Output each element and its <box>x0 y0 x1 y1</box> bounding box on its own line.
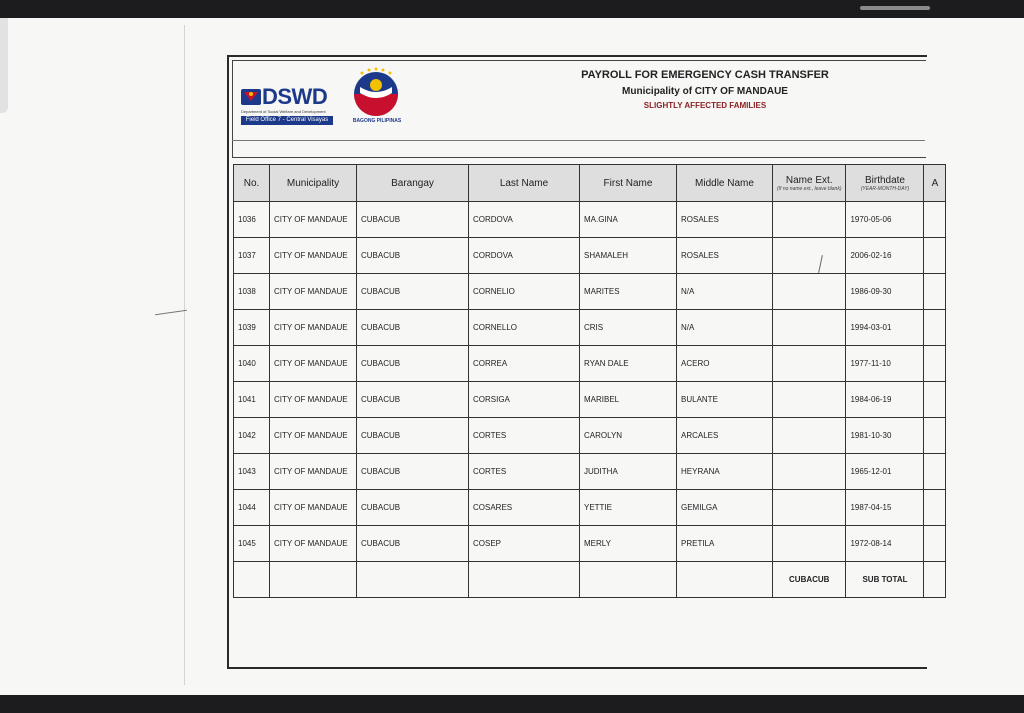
col-header-birthdate <box>846 165 924 202</box>
top-status-bar <box>0 0 1024 18</box>
cell-last-name: CORDOVA <box>469 202 580 238</box>
name-ext-label: Name Ext. <box>785 174 833 186</box>
table-row <box>234 310 946 346</box>
cell-no: 1044 <box>234 490 270 526</box>
table-row <box>234 382 946 418</box>
col-header-last-name: Last Name <box>469 165 580 202</box>
subtotal-empty-cell <box>580 562 677 598</box>
cell-municipality: CITY OF MANDAUE <box>270 526 357 562</box>
col-header-partial: A <box>924 165 946 202</box>
subtotal-empty-cell <box>357 562 469 598</box>
cell-partial <box>924 490 946 526</box>
cell-last-name: CORSIGA <box>469 382 580 418</box>
cell-no: 1045 <box>234 526 270 562</box>
document-title: PAYROLL FOR EMERGENCY CASH TRANSFER <box>581 69 829 81</box>
cell-partial <box>924 418 946 454</box>
cell-municipality: CITY OF MANDAUE <box>270 454 357 490</box>
cell-barangay: CUBACUB <box>357 310 469 346</box>
col-header-first-name: First Name <box>580 165 677 202</box>
table-row <box>234 346 946 382</box>
cell-birthdate: 1984-06-19 <box>846 382 924 418</box>
cell-birthdate: 1994-03-01 <box>846 310 924 346</box>
page-fold-line <box>184 25 185 685</box>
cell-barangay: CUBACUB <box>357 238 469 274</box>
table-row <box>234 274 946 310</box>
bottom-bar <box>0 695 1024 713</box>
cell-first-name: JUDITHA <box>580 454 677 490</box>
cell-name-ext <box>773 454 846 490</box>
header-divider <box>232 140 925 141</box>
cell-partial <box>924 382 946 418</box>
cell-middle-name: ARCALES <box>677 418 773 454</box>
subtotal-row <box>234 562 946 598</box>
cell-name-ext <box>773 274 846 310</box>
table-header-row <box>234 165 946 202</box>
cell-barangay: CUBACUB <box>357 274 469 310</box>
cell-last-name: CORREA <box>469 346 580 382</box>
cell-name-ext <box>773 526 846 562</box>
cell-birthdate: 1965-12-01 <box>846 454 924 490</box>
page-edge <box>0 18 8 113</box>
cell-middle-name: PRETILA <box>677 526 773 562</box>
cell-barangay: CUBACUB <box>357 346 469 382</box>
cell-middle-name: ROSALES <box>677 238 773 274</box>
cell-last-name: CORNELIO <box>469 274 580 310</box>
cell-barangay: CUBACUB <box>357 490 469 526</box>
dswd-wordmark: DSWD <box>262 84 328 109</box>
birthdate-label: Birthdate <box>864 174 905 186</box>
cell-middle-name: ROSALES <box>677 202 773 238</box>
cell-birthdate: 1977-11-10 <box>846 346 924 382</box>
cell-no: 1038 <box>234 274 270 310</box>
beneficiary-category: SLIGHTLY AFFECTED FAMILIES <box>643 101 767 110</box>
col-header-no: No. <box>234 165 270 202</box>
table-row <box>234 490 946 526</box>
cell-first-name: RYAN DALE <box>580 346 677 382</box>
cell-name-ext <box>773 490 846 526</box>
subtotal-label: SUB TOTAL <box>846 562 924 598</box>
cell-middle-name: BULANTE <box>677 382 773 418</box>
cell-municipality: CITY OF MANDAUE <box>270 418 357 454</box>
cell-partial <box>924 346 946 382</box>
cell-partial <box>924 526 946 562</box>
col-header-barangay: Barangay <box>357 165 469 202</box>
bagong-pilipinas-emblem-icon <box>350 67 402 117</box>
table-row <box>234 526 946 562</box>
cell-first-name: MARITES <box>580 274 677 310</box>
cell-birthdate: 1986-09-30 <box>846 274 924 310</box>
cell-name-ext <box>773 310 846 346</box>
cell-name-ext <box>773 382 846 418</box>
cell-partial <box>924 310 946 346</box>
subtotal-empty-cell <box>469 562 580 598</box>
cell-last-name: CORDOVA <box>469 238 580 274</box>
cell-partial <box>924 202 946 238</box>
col-header-middle-name: Middle Name <box>677 165 773 202</box>
cell-municipality: CITY OF MANDAUE <box>270 274 357 310</box>
document-subtitle: Municipality of CITY OF MANDAUE <box>622 86 788 97</box>
cell-barangay: CUBACUB <box>357 526 469 562</box>
dswd-logo <box>241 85 336 125</box>
bagong-pilipinas-label: BAGONG PILIPINAS <box>352 118 402 124</box>
cell-no: 1039 <box>234 310 270 346</box>
cell-first-name: CAROLYN <box>580 418 677 454</box>
cell-municipality: CITY OF MANDAUE <box>270 202 357 238</box>
cell-partial <box>924 454 946 490</box>
cell-first-name: SHAMALEH <box>580 238 677 274</box>
cell-municipality: CITY OF MANDAUE <box>270 346 357 382</box>
subtotal-empty-cell <box>677 562 773 598</box>
dswd-field-office: Field Office 7 - Central Visayas <box>241 116 333 125</box>
cell-barangay: CUBACUB <box>357 454 469 490</box>
cell-first-name: MARIBEL <box>580 382 677 418</box>
cell-middle-name: N/A <box>677 274 773 310</box>
dswd-department-name: Department of Social Welfare and Development <box>241 109 326 114</box>
cell-birthdate: 1972-08-14 <box>846 526 924 562</box>
cell-first-name: MERLY <box>580 526 677 562</box>
cell-no: 1036 <box>234 202 270 238</box>
cell-last-name: CORTES <box>469 454 580 490</box>
cell-no: 1042 <box>234 418 270 454</box>
cell-last-name: COSEP <box>469 526 580 562</box>
cell-first-name: YETTIE <box>580 490 677 526</box>
payroll-table <box>233 164 946 598</box>
cell-barangay: CUBACUB <box>357 418 469 454</box>
cell-last-name: COSARES <box>469 490 580 526</box>
col-header-name-ext <box>773 165 846 202</box>
cell-name-ext <box>773 346 846 382</box>
subtotal-empty-cell <box>234 562 270 598</box>
cell-municipality: CITY OF MANDAUE <box>270 490 357 526</box>
cell-barangay: CUBACUB <box>357 382 469 418</box>
birthdate-note: (YEAR-MONTH-DAY) <box>860 185 910 192</box>
cell-birthdate: 1970-05-06 <box>846 202 924 238</box>
cell-no: 1043 <box>234 454 270 490</box>
cell-first-name: MA.GINA <box>580 202 677 238</box>
cell-municipality: CITY OF MANDAUE <box>270 382 357 418</box>
bagong-pilipinas-logo <box>344 67 410 127</box>
cell-name-ext <box>773 418 846 454</box>
cell-name-ext <box>773 238 846 274</box>
cell-middle-name: GEMILGA <box>677 490 773 526</box>
table-row <box>234 202 946 238</box>
name-ext-note: (If no name ext., leave blank) <box>777 185 842 192</box>
cell-partial <box>924 274 946 310</box>
col-header-municipality: Municipality <box>270 165 357 202</box>
cell-no: 1041 <box>234 382 270 418</box>
cell-municipality: CITY OF MANDAUE <box>270 310 357 346</box>
cell-middle-name: HEYRANA <box>677 454 773 490</box>
home-indicator[interactable] <box>860 6 930 10</box>
cell-last-name: CORTES <box>469 418 580 454</box>
cell-partial <box>924 238 946 274</box>
table-row <box>234 454 946 490</box>
cell-last-name: CORNELLO <box>469 310 580 346</box>
subtotal-empty-cell <box>924 562 946 598</box>
dswd-emblem-icon <box>241 87 261 107</box>
table-row <box>234 238 946 274</box>
table-row <box>234 418 946 454</box>
cell-middle-name: ACERO <box>677 346 773 382</box>
cell-municipality: CITY OF MANDAUE <box>270 238 357 274</box>
cell-barangay: CUBACUB <box>357 202 469 238</box>
subtotal-barangay: CUBACUB <box>773 562 846 598</box>
cell-birthdate: 1987-04-15 <box>846 490 924 526</box>
cell-no: 1040 <box>234 346 270 382</box>
cell-birthdate: 1981-10-30 <box>846 418 924 454</box>
subtotal-empty-cell <box>270 562 357 598</box>
cell-no: 1037 <box>234 238 270 274</box>
cell-name-ext <box>773 202 846 238</box>
cell-first-name: CRIS <box>580 310 677 346</box>
cell-middle-name: N/A <box>677 310 773 346</box>
cell-birthdate: 2006-02-16 <box>846 238 924 274</box>
